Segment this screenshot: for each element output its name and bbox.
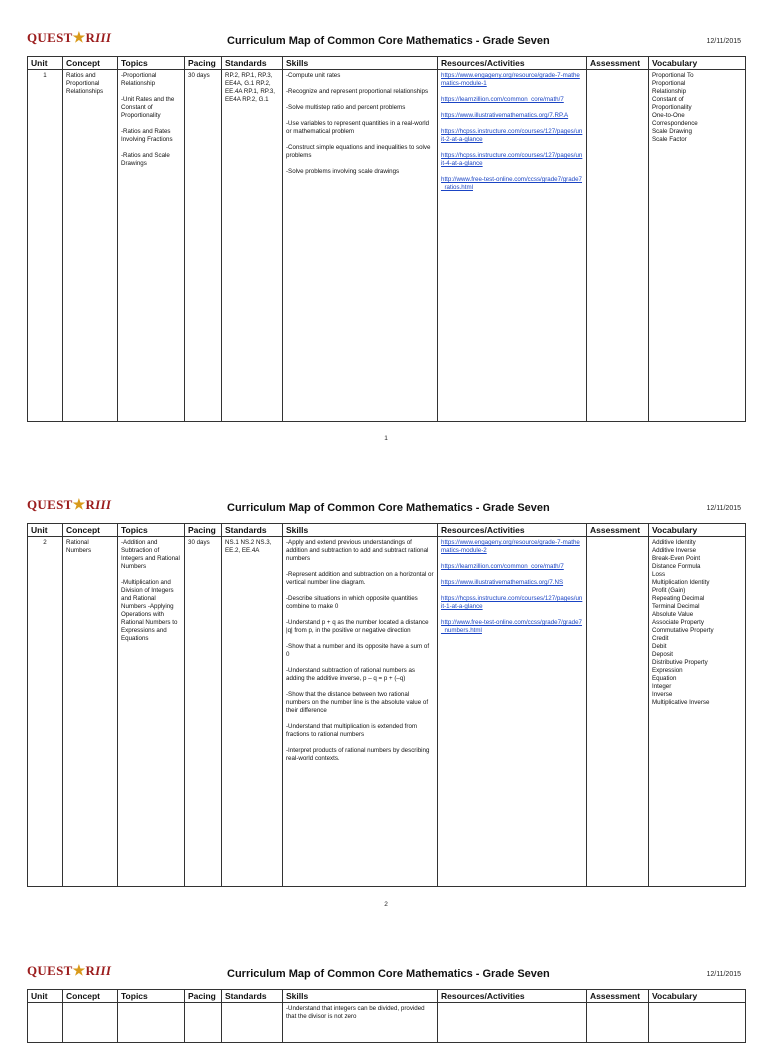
vocab-term: Constant of bbox=[652, 96, 684, 103]
skill-item: -Show that a number and its opposite have a sum of 0 bbox=[286, 643, 430, 658]
column-header: Skills bbox=[283, 990, 438, 1003]
vocab-term: Profit (Gain) bbox=[652, 587, 686, 594]
skill-item: -Compute unit rates bbox=[286, 72, 341, 79]
vocab-term: Absolute Value bbox=[652, 611, 694, 618]
vocabulary-cell bbox=[649, 1003, 746, 1043]
pacing-cell: 30 days bbox=[185, 537, 222, 887]
table-row bbox=[28, 537, 746, 887]
document-date: 12/11/2015 bbox=[706, 971, 741, 978]
skill-item: -Construct simple equations and inequalities to solve problems bbox=[286, 144, 431, 159]
topic-item: -Proportional Relationship bbox=[121, 72, 157, 87]
vocab-term: Commutative Property bbox=[652, 627, 714, 634]
skill-item: -Interpret products of rational numbers by describing real-world contexts. bbox=[286, 747, 430, 762]
topic-item: -Multiplication and Division of Integers and Rational Numbers -Applying Operations with Rational Numbers to Expressions and Equations bbox=[121, 579, 178, 642]
star-icon: ★ bbox=[72, 498, 86, 513]
topic-item: -Ratios and Rates Involving Fractions bbox=[121, 128, 173, 143]
column-header: Unit bbox=[28, 57, 63, 70]
table-header-row bbox=[28, 524, 746, 537]
topics-cell bbox=[118, 537, 185, 887]
vocab-term: Deposit bbox=[652, 651, 673, 658]
resource-link[interactable]: http://www.free-test-online.com/ccss/grade7/grade7_numbers.html bbox=[441, 619, 583, 634]
column-header: Skills bbox=[283, 524, 438, 537]
skill-item: -Understand p + q as the number located a distance |q| from p, in the positive or negative direction bbox=[286, 619, 429, 634]
column-header: Pacing bbox=[185, 990, 222, 1003]
column-header: Topics bbox=[118, 524, 185, 537]
topic-item: -Unit Rates and the Constant of Proportionality bbox=[121, 96, 175, 119]
standards-cell bbox=[222, 1003, 283, 1043]
curriculum-table bbox=[27, 989, 746, 1043]
table-row bbox=[28, 1003, 746, 1043]
column-header: Assessment bbox=[587, 990, 649, 1003]
topic-item: -Addition and Subtraction of Integers and Rational Numbers bbox=[121, 539, 180, 570]
column-header: Unit bbox=[28, 990, 63, 1003]
column-header: Standards bbox=[222, 990, 283, 1003]
skills-cell bbox=[283, 70, 438, 422]
column-header: Pacing bbox=[185, 524, 222, 537]
skill-item: -Solve problems involving scale drawings bbox=[286, 168, 400, 175]
table-row bbox=[28, 70, 746, 422]
vocab-term: Proportional bbox=[652, 80, 686, 87]
column-header: Concept bbox=[63, 57, 118, 70]
vocab-term: Additive Inverse bbox=[652, 547, 697, 554]
column-header: Resources/Activities bbox=[438, 524, 587, 537]
resources-cell bbox=[438, 1003, 587, 1043]
skill-item: -Recognize and represent proportional relationships bbox=[286, 88, 429, 95]
vocab-term: Multiplication Identity bbox=[652, 579, 710, 586]
pacing-cell bbox=[185, 1003, 222, 1043]
skill-item: -Solve multistep ratio and percent problems bbox=[286, 104, 406, 111]
pacing-cell: 30 days bbox=[185, 70, 222, 422]
resource-link[interactable]: https://www.engageny.org/resource/grade-7-mathematics-module-1 bbox=[441, 72, 580, 87]
document-title: Curriculum Map of Common Core Mathematics - Grade Seven bbox=[227, 35, 550, 47]
skill-item: -Understand that multiplication is extended from fractions to rational numbers bbox=[286, 723, 418, 738]
questar-logo: QUEST★RIII bbox=[27, 963, 112, 979]
page-2 bbox=[27, 497, 745, 887]
vocab-term: Correspondence bbox=[652, 120, 698, 127]
curriculum-table bbox=[27, 523, 746, 887]
column-header: Topics bbox=[118, 57, 185, 70]
assessment-cell bbox=[587, 537, 649, 887]
resource-link[interactable]: https://hcpss.instructure.com/courses/127/pages/unit-4-at-a-glance bbox=[441, 152, 583, 167]
vocab-term: Break-Even Point bbox=[652, 555, 701, 562]
questar-logo: QUEST★RIII bbox=[27, 30, 112, 46]
page-3 bbox=[27, 963, 745, 1043]
table-header-row bbox=[28, 57, 746, 70]
column-header: Concept bbox=[63, 990, 118, 1003]
vocab-term: One-to-One bbox=[652, 112, 685, 119]
vocabulary-cell bbox=[649, 70, 746, 422]
column-header: Vocabulary bbox=[649, 524, 746, 537]
topics-cell bbox=[118, 70, 185, 422]
assessment-cell bbox=[587, 1003, 649, 1043]
resource-link[interactable]: https://learnzillion.com/common_core/math/7 bbox=[441, 563, 564, 570]
vocab-term: Proportionality bbox=[652, 104, 692, 111]
column-header: Resources/Activities bbox=[438, 57, 587, 70]
standards-cell: NS.1 NS.2 NS.3, EE.2, EE.4A bbox=[222, 537, 283, 887]
column-header: Topics bbox=[118, 990, 185, 1003]
unit-cell bbox=[28, 1003, 63, 1043]
page-1 bbox=[27, 30, 745, 422]
vocab-term: Integer bbox=[652, 683, 672, 690]
page-header bbox=[27, 963, 745, 989]
curriculum-table bbox=[27, 56, 746, 422]
concept-cell: Rational Numbers bbox=[63, 537, 118, 887]
column-header: Vocabulary bbox=[649, 990, 746, 1003]
vocab-term: Scale Drawing bbox=[652, 128, 692, 135]
assessment-cell bbox=[587, 70, 649, 422]
topic-item: -Ratios and Scale Drawings bbox=[121, 152, 170, 167]
vocab-term: Expression bbox=[652, 667, 683, 674]
vocab-term: Relationship bbox=[652, 88, 687, 95]
column-header: Standards bbox=[222, 524, 283, 537]
concept-cell: Ratios and Proportional Relationships bbox=[63, 70, 118, 422]
unit-cell: 2 bbox=[28, 537, 63, 887]
vocab-term: Credit bbox=[652, 635, 669, 642]
resource-link[interactable]: https://www.illustrativemathematics.org/7.RP.A bbox=[441, 112, 569, 119]
vocab-term: Scale Factor bbox=[652, 136, 687, 143]
vocab-term: Equation bbox=[652, 675, 677, 682]
star-icon: ★ bbox=[72, 964, 86, 979]
column-header: Pacing bbox=[185, 57, 222, 70]
resource-link[interactable]: https://learnzillion.com/common_core/math/7 bbox=[441, 96, 564, 103]
concept-cell bbox=[63, 1003, 118, 1043]
page-number: 1 bbox=[384, 435, 388, 442]
topics-cell bbox=[118, 1003, 185, 1043]
resource-link[interactable]: https://hcpss.instructure.com/courses/127/pages/unit-2-at-a-glance bbox=[441, 128, 583, 143]
skill-item: -Understand subtraction of rational numbers as adding the additive inverse, p – q = p + (–q) bbox=[286, 667, 415, 682]
column-header: Vocabulary bbox=[649, 57, 746, 70]
unit-cell: 1 bbox=[28, 70, 63, 422]
document-date: 12/11/2015 bbox=[706, 505, 741, 512]
skills-cell bbox=[283, 537, 438, 887]
skill-item: -Describe situations in which opposite quantities combine to make 0 bbox=[286, 595, 418, 610]
skills-cell bbox=[283, 1003, 438, 1043]
document-title: Curriculum Map of Common Core Mathematics - Grade Seven bbox=[227, 502, 550, 514]
table-header-row bbox=[28, 990, 746, 1003]
column-header: Assessment bbox=[587, 57, 649, 70]
document-date: 12/11/2015 bbox=[706, 38, 741, 45]
vocab-term: Loss bbox=[652, 571, 666, 578]
vocab-term: Distributive Property bbox=[652, 659, 708, 666]
vocab-term: Inverse bbox=[652, 691, 673, 698]
vocab-term: Associate Property bbox=[652, 619, 704, 626]
document-title: Curriculum Map of Common Core Mathematics - Grade Seven bbox=[227, 968, 550, 980]
skill-item: -Apply and extend previous understandings of addition and subtraction to add and subtract rational numbers bbox=[286, 539, 429, 562]
vocab-term: Terminal Decimal bbox=[652, 603, 700, 610]
skill-item: -Represent addition and subtraction on a horizontal or vertical number line diagram. bbox=[286, 571, 434, 586]
resources-cell bbox=[438, 70, 587, 422]
resources-cell bbox=[438, 537, 587, 887]
skill-item: -Understand that integers can be divided, provided that the divisor is not zero bbox=[286, 1005, 425, 1020]
vocab-term: Repeating Decimal bbox=[652, 595, 705, 602]
column-header: Skills bbox=[283, 57, 438, 70]
vocab-term: Multiplicative Inverse bbox=[652, 699, 710, 706]
column-header: Concept bbox=[63, 524, 118, 537]
questar-logo: QUEST★RIII bbox=[27, 497, 112, 513]
resource-link[interactable]: https://www.illustrativemathematics.org/7.NS bbox=[441, 579, 564, 586]
page-header bbox=[27, 30, 745, 56]
vocab-term: Distance Formula bbox=[652, 563, 701, 570]
vocab-term: Debit bbox=[652, 643, 667, 650]
vocab-term: Additive Identity bbox=[652, 539, 696, 546]
column-header: Standards bbox=[222, 57, 283, 70]
vocab-term: Proportional To bbox=[652, 72, 694, 79]
standards-cell: RP.2, RP.1, RP.3, EE4A, G.1 RP.2, EE.4A RP.1, RP.3, EE4A RP.2, G.1 bbox=[222, 70, 283, 422]
resource-link[interactable]: https://www.engageny.org/resource/grade-7-mathematics-module-2 bbox=[441, 539, 580, 554]
page-header bbox=[27, 497, 745, 523]
resource-link[interactable]: http://www.free-test-online.com/ccss/grade7/grade7_ratios.html bbox=[441, 176, 583, 191]
skill-item: -Show that the distance between two rational numbers on the number line is the absolute value of their difference bbox=[286, 691, 429, 714]
vocabulary-cell bbox=[649, 537, 746, 887]
column-header: Unit bbox=[28, 524, 63, 537]
page-number: 2 bbox=[384, 901, 388, 908]
column-header: Resources/Activities bbox=[438, 990, 587, 1003]
skill-item: -Use variables to represent quantities in a real-world or mathematical problem bbox=[286, 120, 430, 135]
resource-link[interactable]: https://hcpss.instructure.com/courses/127/pages/unit-1-at-a-glance bbox=[441, 595, 583, 610]
column-header: Assessment bbox=[587, 524, 649, 537]
star-icon: ★ bbox=[72, 31, 86, 46]
